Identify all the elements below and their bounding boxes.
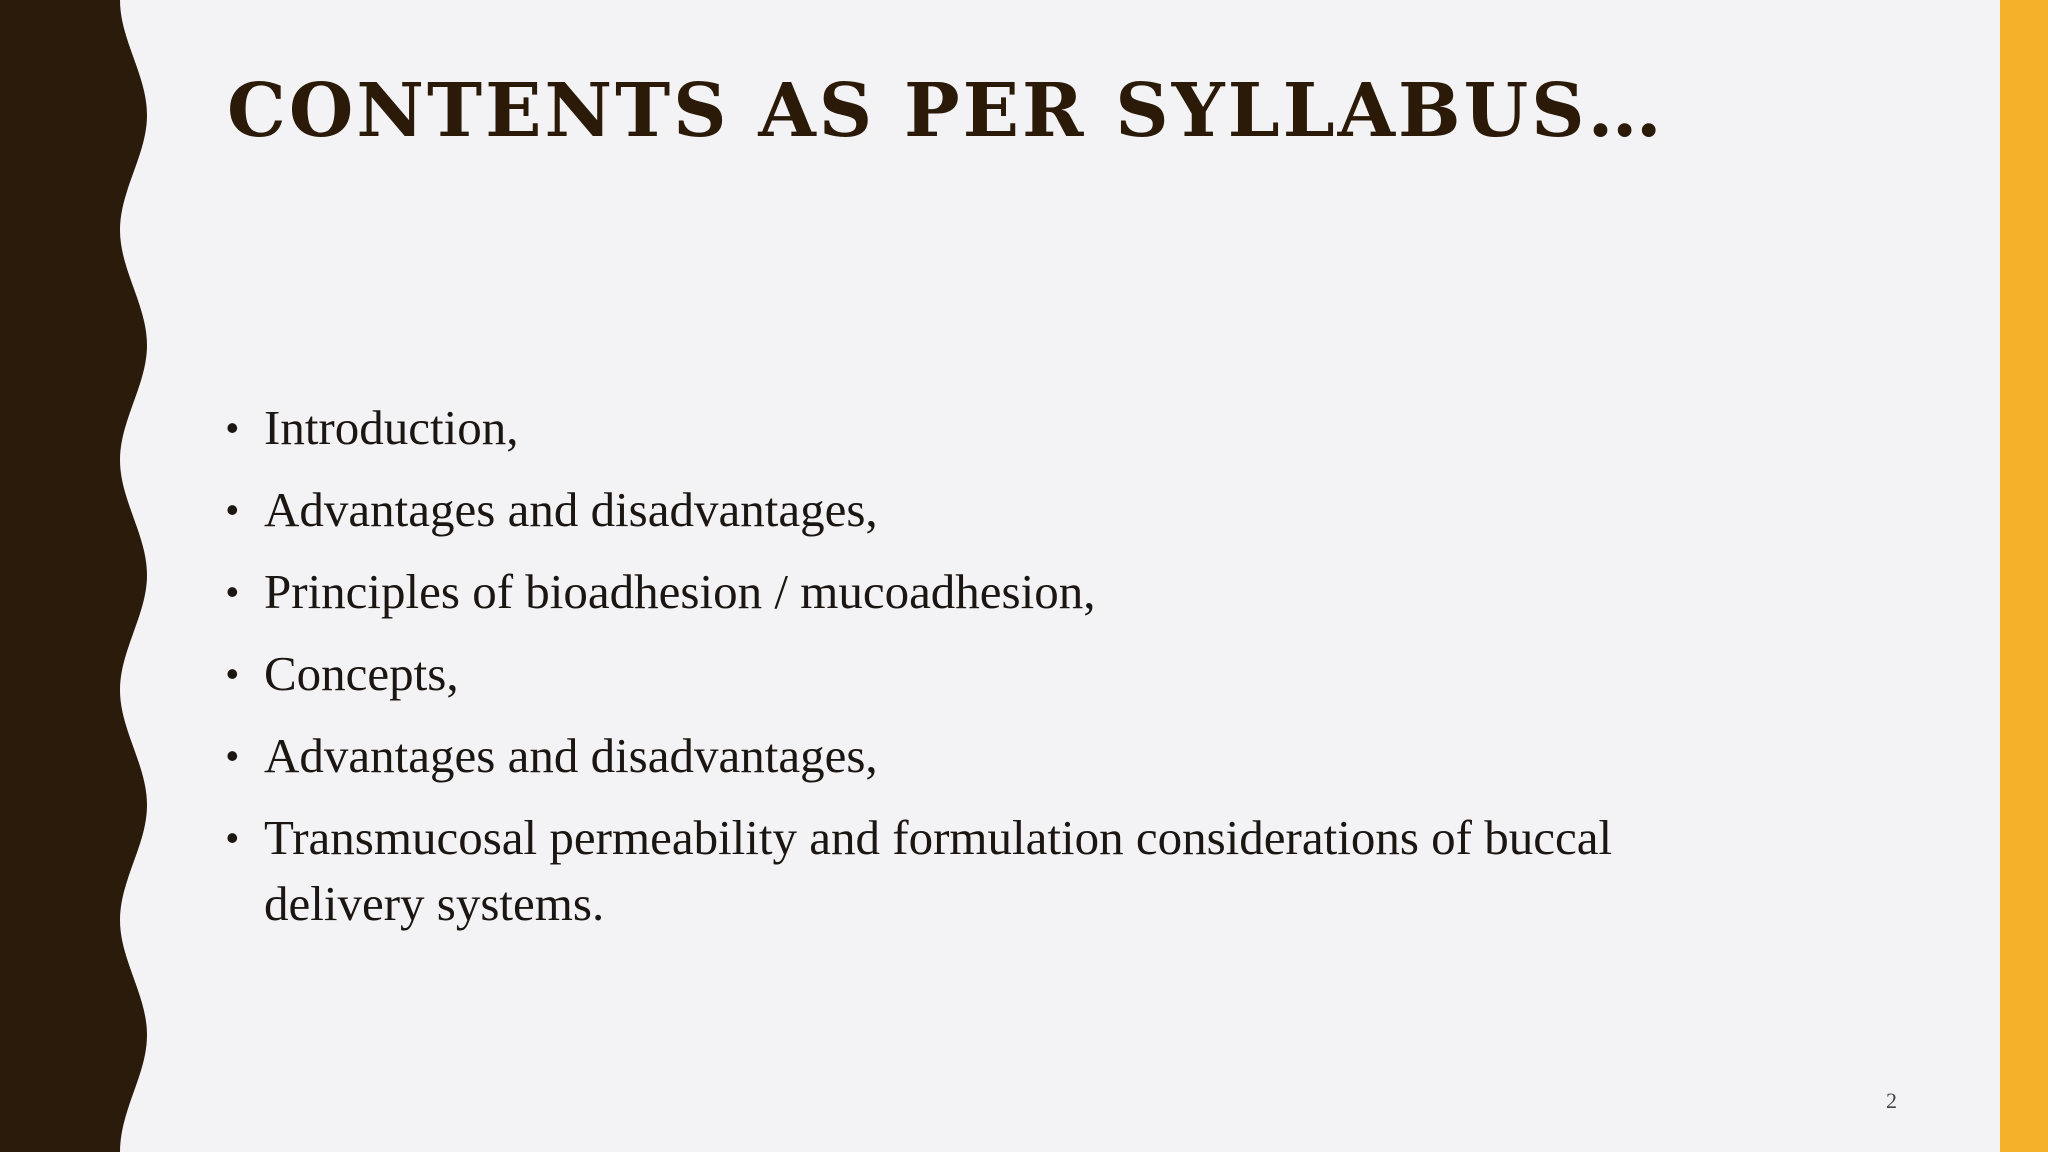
list-item	[222, 641, 1782, 707]
bullet-list	[222, 395, 1782, 953]
list-item	[222, 477, 1782, 543]
slide-title: CONTENTS AS PER SYLLABUS…	[227, 68, 1665, 154]
bullet-text: Transmucosal permeability and formulation considerations of buccal delivery systems.	[264, 810, 1613, 931]
list-item	[222, 395, 1782, 461]
bullet-text: Advantages and disadvantages,	[264, 482, 878, 537]
list-item	[222, 805, 1782, 937]
list-item	[222, 723, 1782, 789]
bullet-text: Introduction,	[264, 400, 519, 455]
list-item	[222, 559, 1782, 625]
bullet-icon: •	[226, 735, 239, 776]
bullet-icon: •	[226, 817, 239, 858]
bullet-icon: •	[226, 489, 239, 530]
bullet-icon: •	[226, 407, 239, 448]
wavy-left-border	[0, 0, 160, 1152]
bullet-text: Concepts,	[264, 646, 459, 701]
bullet-text: Principles of bioadhesion / mucoadhesion,	[264, 564, 1096, 619]
bullet-icon: •	[226, 571, 239, 612]
accent-bar	[2000, 0, 2048, 1152]
page-number: 2	[1886, 1088, 1897, 1113]
bullet-text: Advantages and disadvantages,	[264, 728, 878, 783]
bullet-icon: •	[226, 653, 239, 694]
